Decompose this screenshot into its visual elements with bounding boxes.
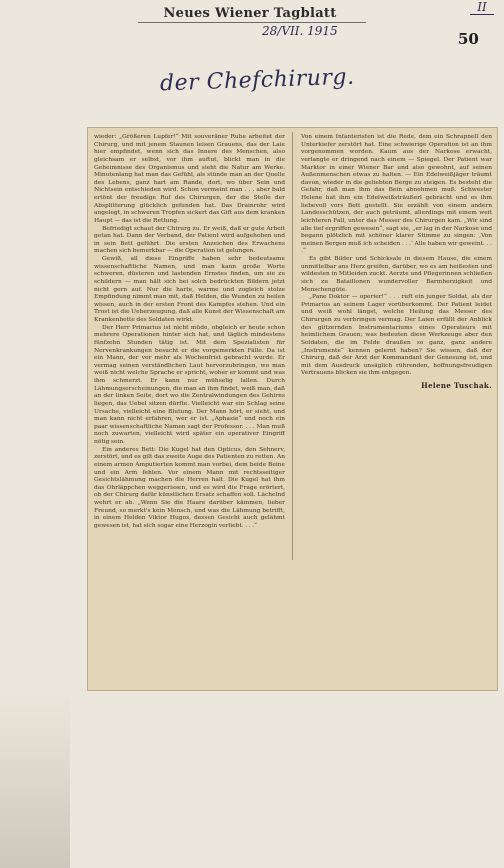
newspaper-clipping xyxy=(88,128,497,690)
article-column-right xyxy=(295,128,497,560)
newspaper-masthead: Neues Wiener Tagblatt xyxy=(163,6,337,21)
paragraph: Gewiß, all diese Eingriffe haben sehr bedeutsame wissenschaftliche Namen, und man kann große Worte schweren, düsteren und lastenden Ernstes finden, um sie zu schildern — man hält sich bei solch bedrückten Bildern jetzt nicht gern auf. Nur die harte, warme und zugleich stolze Empfindung nimmt man mit, daß Helden, die Wunden zu heilen wissen, auch in der ersten Front des Kampfes stehen. Und ein Trost ist die Ueberzeugung, daß alle Kunst der Wissenschaft am Krankenbette des Soldaten wirkt. xyxy=(94,256,285,323)
paragraph: Von einem Infanteristen ist die Rede, dem ein Schrapnell den Unterkiefer zerstört hat. Eine schwierige Operation ist an ihm vorgenommen worden. Kaum aus der Narkose erwacht, verlangte er dringend nach einem — Spiegel. Der Patient war Marktor in einer Wiener Bar und also gewohnt, auf seinen Außenmenschen etwas zu halten. — Ein Edelweißjäger träumt davon, wieder in die geliebten Berge zu steigen. Es besteht die Gefahr, daß man ihm das Bein abnehmen muß. Schwester Helene hat ihm ein Edelweißsträußerl gebracht und es ihm liebevoll vors Bett gestellt. Sie erzählt von einem andern Landesschützen, der auch geträumt, allerdings mit einem weit leichteren Fall, unter das Messer des Chirurgen kam. „Wir sind alle tief ergriffen gewesen“, sagt sie, „er lag in der Narkose und begann plötzlich mit schöner klarer Stimme zu singen: ‚Von meinen Bergen muß ich scheiden . . .‘ Alle haben wir geweint. . . .“ xyxy=(301,134,492,255)
paragraph: Der Herr Primarius ist nicht müde, obgleich er heute schon mehrere Operationen hinter sich hat, und täglich mindestens fünfzehn Stunden tätig ist. Mit dem Spezialisten für Nervenkrankungen besucht er die vorgemerkten Fälle. Da ist ein Mann, der vor mehr als Wochenfrist gebracht wurde. Er vermag seinen verständlichen Laut hervorzubringen, wo man weiß nicht welche Sprache er spricht, woher er kommt und was ihm schmerzt. Er kann nur mühselig lallen. Durch Lähmungserscheinungen, die man an ihm findet, weiß man, daß an der linken Seite, dort wo die Zentralwindungen des Gehirns liegen, das Uebel sitzen dürfte. Vielleicht war ein Schlag seine Ursache, vielleicht eine Blutung. Der Mann hört, er sieht, und man kann nicht erfahren, wer er ist. „Aphasie“ und noch ein paar wissenschaftliche Namen sagt der Professor. . . . Man muß noch zuwarten, vielleicht wird später ein operativer Eingriff nötig sein. xyxy=(94,324,285,445)
handwritten-title: der Chefchirurg. xyxy=(159,64,355,97)
paragraph: wieder: „Größeren Lupfer!“ Mit souveräner Ruhe arbeitet der Chirurg, und mit jenem Staunen leisen Grauens, das der Laie hier empfindet, wenn sich das Innere des Menschen, also gleichsam er selbst, vor ihm auftut, blickt man in die Geheimnisse des Organismus und sieht die Natur am Werke. Minutenlang hat man das Gefühl, als stünde man an der Quelle des Lebens, ganz hart am Rande, dort, wo über Sein und Nichtsein entschieden wird. Schon vermeint man . . . aber bald ertönt der freudige Ruf des Chirurgen, der die Stelle der Absplitterung glücklich gefunden hat. Das Drainrohr wird angelegt, in schweren Tropfen sickert das Gift aus dem kranken Haupt — das ist die Rettung. xyxy=(94,134,285,224)
article-column-left xyxy=(88,128,290,690)
masthead-rule xyxy=(138,22,366,23)
paragraph: Befriedigt schaut der Chirurg zu. Er weiß, daß er gute Arbeit getan hat. Dann der Verband, der Patient wird aufgehoben und in sein Bett geführt. Die ersten Anzeichen des Erwachens machen sich bemerkbar — die Operation ist gelungen. xyxy=(94,225,285,255)
handwritten-date: 28/VII. 1915 xyxy=(262,24,338,38)
paper-wear xyxy=(0,690,70,868)
page-number: 50 xyxy=(458,30,479,48)
paragraph: Ein anderes Bett: Die Kugel hat den Opticus, den Sehnerv, zerstört, und es gilt das zweite Auge des Patienten zu retten. An einem armen Amputierten kommt man vorbei, dem beide Beine und ein Arm fehlen. Vor einem Mann mit rechtsseitiger Gesichtslähmung machen die Herren halt. Die Kugel hat ihm das Ohrläppchen weggerissen, und es wird die Frage erörtert, ob der Chirurg dafür künstlichen Ersatz schaffen soll. Lächelnd wehrt er ab. „Wenn Sie die Haare darüber kämmen, lieber Freund, so merkt's kein Mensch, und was die Lähmung betrifft, in einem Helden Viktor Hugos, dessen Gesicht auch gelähmt gewesen ist, hat sich sogar eine Herzogin verliebt. . . .“ xyxy=(94,446,285,529)
column-separator xyxy=(292,132,293,560)
author-signature: Helene Tuschak. xyxy=(421,381,492,390)
paragraph: Es gibt Bilder und Schicksale in diesem Hause, die einem unmittelbar ans Herz greifen, darüber, wo es am heißesten und wildesten in Mitleiden zuckt. Aerzte und Pflegerinnen schließen sich zu Bataillonen wundervoller Barmherzigkeit und Menschengüte. xyxy=(301,256,492,293)
paragraph: „Pane Doktor — operier!“ . . . ruft ein junger Soldat, als der Primarius an seinem Lager vorüberkommt. Der Patient leidet und weiß wohl längst, welche Heilung das Messer des Chirurgen zu verbringen vermag. Der Laien erfüllt der Anblick des glitzernden Instrumentariums eines Operateurs mit heimlichem Grauen; was bedeuten diese Werkzeuge aber den Soldaten, die im Felde draußen so ganz, ganz andere „Instrumente“ kennen gelernt haben? Sie wissen, daß der Chirurg, daß der Arzt der Kommandant der Genesung ist, und mit dem Ausdruck unsäglich rührenden, hoffnungsfreudigen Vertrauens blicken sie ihm entgegen. xyxy=(301,294,492,377)
handwritten-corner-mark: II xyxy=(470,0,494,15)
